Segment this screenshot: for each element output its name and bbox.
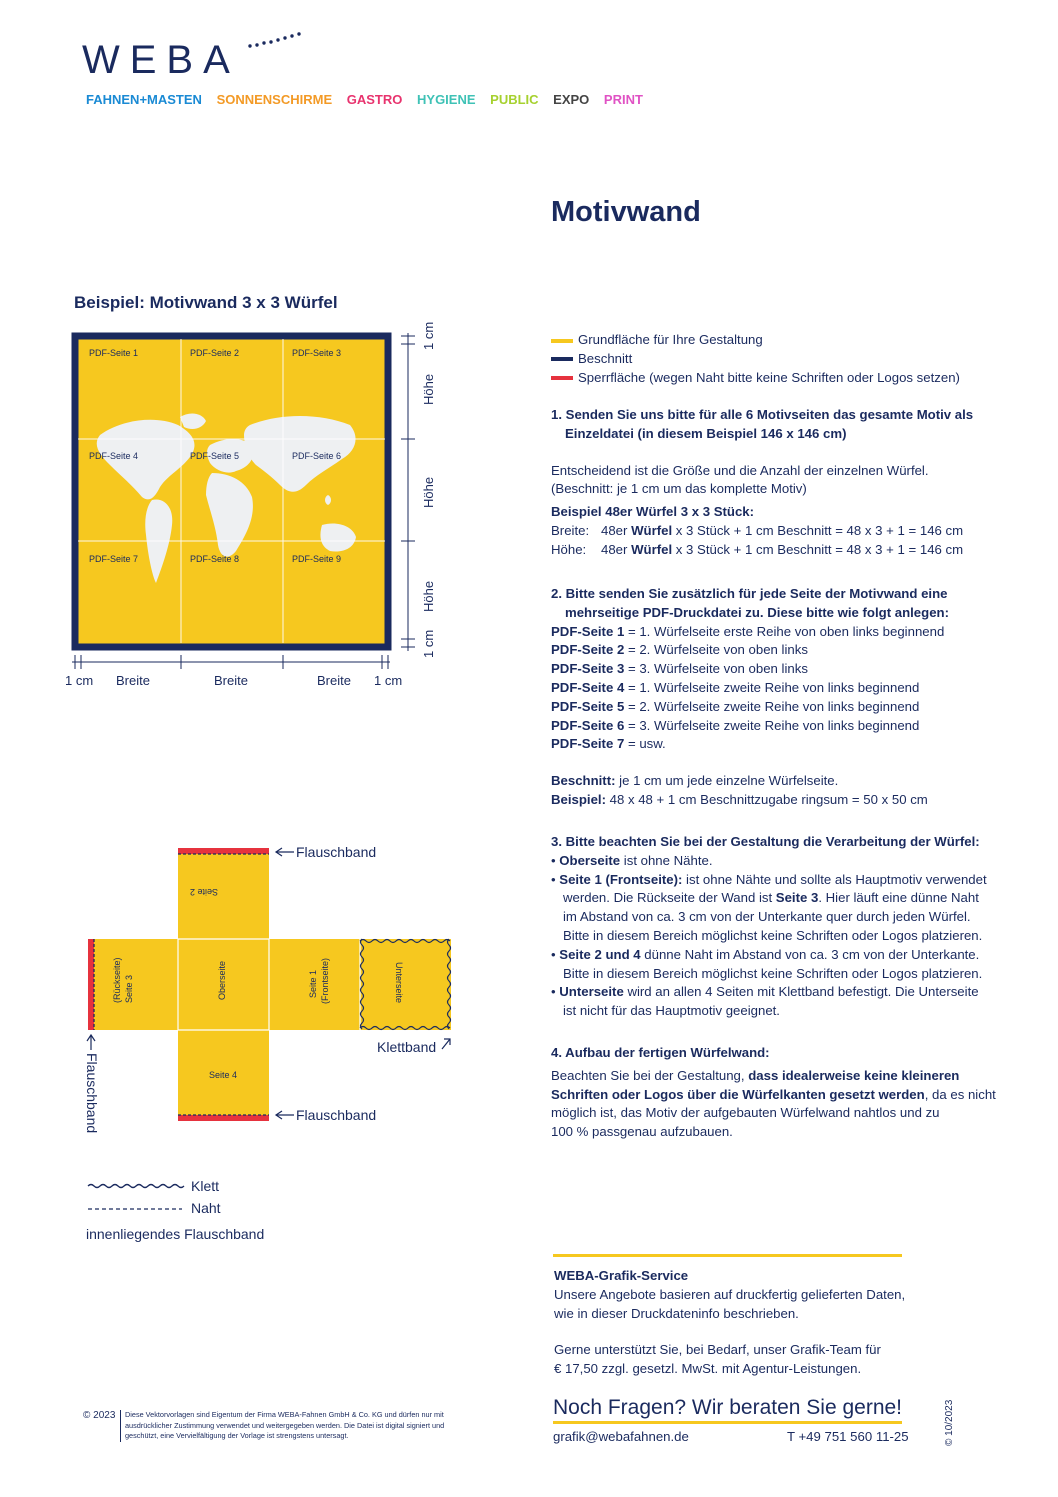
s2-beispiel [551, 791, 949, 810]
calc-w: Würfel [631, 541, 673, 557]
s1-example-heading: Beispiel 48er Würfel 3 x 3 Stück: [551, 504, 755, 520]
category-fahnen[interactable]: FAHNEN+MASTEN [86, 92, 202, 107]
cube-left-title: Seite 3 [124, 974, 134, 1003]
pdf-page-desc: = 2. Würfelseite zweite Reihe von links beginnend [624, 698, 920, 714]
service-line3: Gerne unterstützt Sie, bei Bedarf, unser Grafik-Team für [554, 1342, 881, 1358]
dim-right-hoehe-2: Höhe [421, 476, 436, 508]
cube-center-label: Oberseite [217, 960, 227, 1000]
grid-page-4: PDF-Seite 4 [89, 451, 139, 461]
section-1 [551, 406, 973, 560]
s4-heading: 4. Aufbau der fertigen Würfelwand: [551, 1045, 770, 1060]
category-hygiene[interactable]: HYGIENE [417, 92, 476, 107]
cta-heading: Noch Fragen? Wir beraten Sie gerne! [553, 1396, 903, 1419]
calc-a: 48er [601, 522, 628, 538]
key-flausch: innenliegendes Flauschband [86, 1226, 265, 1242]
pdf-page-item [551, 660, 949, 679]
s1-para-2: (Beschnitt: je 1 cm um das komplette Motiv) [551, 481, 807, 497]
cube-far-right-label: Unterseite [394, 962, 404, 1004]
s3-bullet-3-line2: Bitte in diesem Bereich möglichst keine Schriften oder Logos platzieren. [563, 965, 983, 981]
service-heading: WEBA-Grafik-Service [554, 1268, 689, 1283]
page-title: Motivwand [551, 196, 701, 228]
pdf-page-desc: = 3. Würfelseite zweite Reihe von links beginnend [624, 717, 920, 733]
legend-red-text: Sperrfläche (wegen Naht bitte keine Schriften oder Logos setzen) [578, 369, 960, 385]
pdf-page-key: PDF-Seite 7 [551, 736, 625, 752]
flausch-bottom-label: Flauschband [296, 1107, 377, 1123]
b1-value: ist ohne Nähte. [620, 852, 713, 868]
beispiel-value: 48 x 48 + 1 cm Beschnittzugabe ringsum = 50 x 50 cm [605, 791, 928, 807]
s2-list [551, 623, 949, 755]
dim-bottom-1cm-left: 1 cm [65, 673, 94, 688]
category-nav [86, 92, 654, 107]
category-public[interactable]: PUBLIC [490, 92, 539, 107]
b2-l2k: Seite 3 [775, 890, 819, 906]
flausch-top-label: Flauschband [296, 844, 377, 860]
b2-l2b: . Hier läuft eine dünne Naht [818, 890, 979, 906]
s3-bullet-2-line3: im Abstand von ca. 3 cm von der Unterkante quer durch jeden Würfel. [563, 909, 971, 925]
flausch-left-label: Flauschband [84, 1053, 100, 1134]
calc-b: x 3 Stück + 1 cm Beschnitt = 48 x 3 + 1 = 146 cm [675, 522, 964, 538]
cube-top-label: Seite 2 [189, 887, 218, 897]
legend-navy [551, 350, 960, 369]
s4-line1 [551, 1067, 996, 1086]
legend-red [551, 369, 960, 388]
copyright: © 2023 [83, 1410, 116, 1421]
service-box [554, 1267, 905, 1379]
s1-para-1: Entscheidend ist die Größe und die Anzahl der einzelnen Würfel. [551, 462, 929, 478]
pdf-page-desc: = 1. Würfelseite zweite Reihe von links beginnend [624, 679, 920, 695]
section-4 [551, 1044, 996, 1142]
b3-key: Seite 2 und 4 [559, 946, 641, 962]
pdf-page-desc: = usw. [624, 736, 666, 752]
legend-yellow [551, 331, 960, 350]
calc-b: x 3 Stück + 1 cm Beschnitt = 48 x 3 + 1 = 146 cm [675, 541, 964, 557]
legal-divider [120, 1410, 121, 1442]
pdf-page-item [551, 623, 949, 642]
pdf-page-key: PDF-Seite 3 [551, 661, 625, 677]
service-line2: wie in dieser Druckdateninfo beschrieben. [554, 1305, 799, 1321]
service-line1: Unsere Angebote basieren auf druckfertig gelieferten Daten, [554, 1286, 906, 1302]
dim-bottom-breite-2: Breite [214, 673, 248, 688]
grid-page-5: PDF-Seite 5 [190, 451, 240, 461]
cube-bottom-label: Seite 4 [209, 1070, 238, 1080]
grid-page-1: PDF-Seite 1 [89, 348, 139, 358]
cube-left-label [124, 975, 134, 1003]
s4-l1b: dass idealerweise keine kleineren [748, 1067, 960, 1083]
pdf-page-key: PDF-Seite 4 [551, 679, 625, 695]
dim-bottom-breite-3: Breite [317, 673, 351, 688]
category-expo[interactable]: EXPO [553, 92, 590, 107]
grid-page-7: PDF-Seite 7 [89, 554, 139, 564]
key-naht: Naht [191, 1200, 221, 1216]
s2-beschnitt [551, 772, 949, 791]
grid-page-8: PDF-Seite 8 [190, 554, 240, 564]
dim-right-1cm-bottom: 1 cm [421, 629, 436, 658]
s4-line3: möglich ist, das Motiv der aufgebauten Würfelwand nahtlos und zu [551, 1105, 940, 1121]
legend-navy-text: Beschnitt [578, 350, 633, 366]
pdf-page-item [551, 679, 949, 698]
example-title: Beispiel: Motivwand 3 x 3 Würfel [74, 293, 338, 312]
s4-l2b: Schriften oder Logos über die Würfelkanten gesetzt werden [551, 1086, 925, 1102]
category-print[interactable]: PRINT [603, 92, 643, 107]
cta-underline [553, 1421, 902, 1424]
s3-bullet-4-line2: ist nicht für das Hauptmotiv geeignet. [563, 1003, 780, 1019]
grid-page-3: PDF-Seite 3 [292, 348, 342, 358]
s3-heading: 3. Bitte beachten Sie bei der Gestaltung die Verarbeitung der Würfel: [551, 834, 980, 849]
footer-phone[interactable]: T +49 751 560 11-25 [787, 1429, 909, 1444]
red-swatch [551, 376, 573, 380]
b2-l2a: werden. Die Rückseite der Wand ist [563, 890, 776, 906]
s4-l1a: Beachten Sie bei der Gestaltung, [551, 1067, 749, 1083]
calc-w: Würfel [631, 522, 673, 538]
category-sonnenschirme[interactable]: SONNENSCHIRME [216, 92, 333, 107]
s1-breite-row [551, 522, 973, 541]
cube-right-label: Seite 1 [308, 969, 318, 998]
calc-a: 48er [601, 541, 628, 557]
b3-value: dünne Naht im Abstand von ca. 3 cm von der Unterkante. [640, 946, 980, 962]
cube-left-sub: (Rückseite) [112, 957, 122, 1003]
legal-text: Diese Vektorvorlagen sind Eigentum der Firma WEBA-Fahnen GmbH & Co. KG und dürfen nur mit ausdrücklicher Zustimmung verwendet und weitergegeben werden. Die Datei ist digital signiert und geschützt, eine Vervielfältigung der Vorlage ist strengstens untersagt. [125, 1410, 445, 1440]
category-gastro[interactable]: GASTRO [346, 92, 403, 107]
klett-line-icon [88, 1185, 184, 1188]
pdf-page-desc: = 1. Würfelseite erste Reihe von oben links beginnend [624, 623, 945, 639]
pdf-page-item [551, 698, 949, 717]
pdf-page-desc: = 3. Würfelseite von oben links [624, 661, 808, 677]
beschnitt-key: Beschnitt: [551, 773, 616, 789]
legend-yellow-text: Grundfläche für Ihre Gestaltung [578, 332, 763, 347]
b2-key: Seite 1 (Frontseite): [559, 871, 683, 887]
pdf-page-key: PDF-Seite 1 [551, 623, 625, 639]
s4-line4: 100 % passgenau aufzubauen. [551, 1124, 733, 1140]
b4-value: wird an allen 4 Seiten mit Klettband befestigt. Die Unterseite [623, 984, 979, 1000]
pdf-page-item [551, 717, 949, 736]
dim-bottom-1cm-right: 1 cm [374, 673, 403, 688]
pdf-page-item [551, 641, 949, 660]
grid-page-2: PDF-Seite 2 [190, 348, 240, 358]
s3-bullet-4: • Unterseite wird an allen 4 Seiten mit Klettband befestigt. Die Unterseite [551, 984, 979, 1000]
pdf-page-desc: = 2. Würfelseite von oben links [624, 642, 808, 658]
s3-bullet-3: • Seite 2 und 4 dünne Naht im Abstand von ca. 3 cm von der Unterkante. [551, 946, 980, 962]
s3-bullet-2: • Seite 1 (Frontseite): ist ohne Nähte und sollte als Hauptmotiv verwendet [551, 871, 987, 887]
klett-label: Klettband [377, 1039, 437, 1055]
s3-bullet-1: • Oberseite ist ohne Nähte. [551, 852, 713, 868]
legend [551, 331, 960, 387]
grid-page-6: PDF-Seite 6 [292, 451, 342, 461]
pdf-page-item [551, 735, 949, 754]
hoehe-label: Höhe: [551, 541, 587, 557]
dim-right-hoehe-3: Höhe [421, 580, 436, 612]
service-divider [553, 1254, 902, 1257]
dim-bottom-breite-1: Breite [116, 673, 150, 688]
pdf-page-key: PDF-Seite 5 [551, 698, 625, 714]
key-klett: Klett [191, 1178, 220, 1194]
dim-right-hoehe-1: Höhe [421, 373, 436, 405]
dim-right-1cm-top: 1 cm [421, 321, 436, 350]
section-2 [551, 585, 949, 810]
b2-value: ist ohne Nähte und sollte als Hauptmotiv verwendet [682, 871, 987, 887]
beispiel-key: Beispiel: [551, 791, 606, 807]
s2-heading-line1: 2. Bitte senden Sie zusätzlich für jede Seite der Motivwand eine [551, 586, 948, 601]
service-line4: € 17,50 zzgl. gesetzl. MwSt. mit Agentur-Leistungen. [554, 1361, 862, 1377]
s4-l2c: , da es nicht [924, 1086, 996, 1102]
yellow-swatch [551, 339, 573, 343]
s1-heading-line2: Einzeldatei (in diesem Beispiel 146 x 146 cm) [565, 425, 847, 441]
footer-email[interactable]: grafik@webafahnen.de [553, 1429, 689, 1444]
logo-dots-icon [246, 28, 308, 50]
s3-bullet-2-line4: Bitte in diesem Bereich möglichst keine Schriften oder Logos platzieren. [563, 927, 983, 943]
weba-logo: WEBA [82, 38, 240, 82]
s2-heading-line2: mehrseitige PDF-Druckdatei zu. Diese bitte wie folgt anlegen: [565, 604, 949, 620]
grid-page-9: PDF-Seite 9 [292, 554, 342, 564]
b4-key: Unterseite [559, 984, 624, 1000]
section-3 [551, 833, 987, 1021]
pdf-page-key: PDF-Seite 6 [551, 717, 625, 733]
navy-swatch [551, 357, 573, 361]
s1-hoehe-row [551, 541, 973, 560]
key-lines [86, 1178, 186, 1218]
s1-heading-line1: 1. Senden Sie uns bitte für alle 6 Motivseiten das gesamte Motiv als [551, 407, 974, 422]
motivwand-grid-diagram [60, 325, 450, 695]
beschnitt-value: je 1 cm um jede einzelne Würfelseite. [615, 773, 839, 789]
version-stamp: © 10/2023 [944, 1399, 955, 1446]
pdf-page-key: PDF-Seite 2 [551, 642, 625, 658]
breite-label: Breite: [551, 522, 590, 538]
s4-line2 [551, 1086, 996, 1105]
b1-key: Oberseite [559, 852, 621, 868]
cube-right-sub: (Frontseite) [320, 957, 330, 1004]
s3-bullet-2-line2 [551, 889, 987, 908]
